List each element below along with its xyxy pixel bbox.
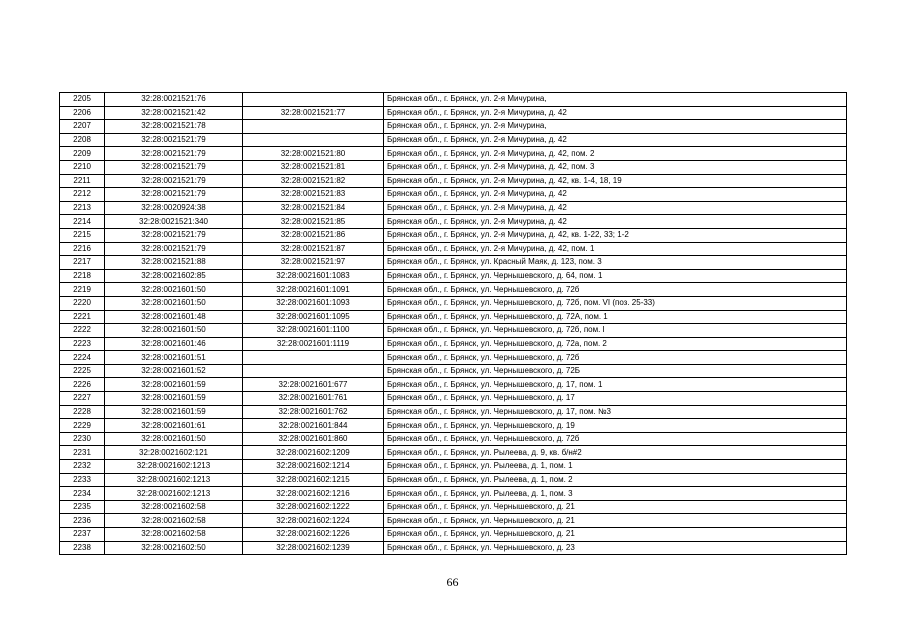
address-cell: Брянская обл., г. Брянск, ул. Рылеева, д. 1, пом. 1 <box>384 460 847 474</box>
table-row <box>60 460 847 474</box>
row-number-cell: 2235 <box>60 500 105 514</box>
table-row <box>60 188 847 202</box>
object-cadastral-cell: 32:28:0021521:77 <box>243 106 384 120</box>
parcel-cadastral-cell: 32:28:0021521:76 <box>105 93 243 107</box>
address-cell: Брянская обл., г. Брянск, ул. Чернышевского, д. 72б, пом. I <box>384 324 847 338</box>
address-cell: Брянская обл., г. Брянск, ул. Чернышевского, д. 64, пом. 1 <box>384 269 847 283</box>
parcel-cadastral-cell: 32:28:0021601:50 <box>105 283 243 297</box>
row-number-cell: 2230 <box>60 432 105 446</box>
table-row <box>60 310 847 324</box>
row-number-cell: 2224 <box>60 351 105 365</box>
object-cadastral-cell: 32:28:0021601:1083 <box>243 269 384 283</box>
table-row <box>60 473 847 487</box>
address-cell: Брянская обл., г. Брянск, ул. 2-я Мичурина, д. 42, кв. 1-22, 33; 1-2 <box>384 228 847 242</box>
table-row <box>60 269 847 283</box>
parcel-cadastral-cell: 32:28:0021601:59 <box>105 378 243 392</box>
address-cell: Брянская обл., г. Брянск, ул. Чернышевского, д. 72Б <box>384 364 847 378</box>
table-row <box>60 147 847 161</box>
address-cell: Брянская обл., г. Брянск, ул. Рылеева, д. 9, кв. б/н#2 <box>384 446 847 460</box>
parcel-cadastral-cell: 32:28:0021601:61 <box>105 419 243 433</box>
object-cadastral-cell <box>243 351 384 365</box>
address-cell: Брянская обл., г. Брянск, ул. Чернышевского, д. 72б <box>384 432 847 446</box>
parcel-cadastral-cell: 32:28:0021601:50 <box>105 296 243 310</box>
row-number-cell: 2218 <box>60 269 105 283</box>
row-number-cell: 2211 <box>60 174 105 188</box>
parcel-cadastral-cell: 32:28:0021602:1213 <box>105 487 243 501</box>
table-row <box>60 541 847 555</box>
parcel-cadastral-cell: 32:28:0021602:50 <box>105 541 243 555</box>
table-row <box>60 378 847 392</box>
object-cadastral-cell: 32:28:0021601:860 <box>243 432 384 446</box>
parcel-cadastral-cell: 32:28:0021602:121 <box>105 446 243 460</box>
address-cell: Брянская обл., г. Брянск, ул. Рылеева, д. 1, пом. 2 <box>384 473 847 487</box>
address-cell: Брянская обл., г. Брянск, ул. Чернышевского, д. 21 <box>384 528 847 542</box>
object-cadastral-cell: 32:28:0021601:1091 <box>243 283 384 297</box>
address-cell: Брянская обл., г. Брянск, ул. 2-я Мичурина, д. 42 <box>384 188 847 202</box>
row-number-cell: 2213 <box>60 201 105 215</box>
object-cadastral-cell: 32:28:0021521:86 <box>243 228 384 242</box>
object-cadastral-cell: 32:28:0021601:1093 <box>243 296 384 310</box>
table-row <box>60 351 847 365</box>
row-number-cell: 2236 <box>60 514 105 528</box>
table-row <box>60 296 847 310</box>
address-cell: Брянская обл., г. Брянск, ул. 2-я Мичурина, д. 42, кв. 1-4, 18, 19 <box>384 174 847 188</box>
row-number-cell: 2221 <box>60 310 105 324</box>
row-number-cell: 2210 <box>60 160 105 174</box>
address-cell: Брянская обл., г. Брянск, ул. Чернышевского, д. 72а, пом. 2 <box>384 337 847 351</box>
table-row <box>60 487 847 501</box>
parcel-cadastral-cell: 32:28:0021602:1213 <box>105 473 243 487</box>
object-cadastral-cell: 32:28:0021521:97 <box>243 256 384 270</box>
row-number-cell: 2207 <box>60 120 105 134</box>
row-number-cell: 2229 <box>60 419 105 433</box>
object-cadastral-cell: 32:28:0021602:1216 <box>243 487 384 501</box>
address-cell: Брянская обл., г. Брянск, ул. Чернышевского, д. 17, пом. №3 <box>384 405 847 419</box>
object-cadastral-cell: 32:28:0021602:1214 <box>243 460 384 474</box>
table-row <box>60 392 847 406</box>
row-number-cell: 2205 <box>60 93 105 107</box>
address-cell: Брянская обл., г. Брянск, ул. 2-я Мичурина, <box>384 93 847 107</box>
row-number-cell: 2234 <box>60 487 105 501</box>
object-cadastral-cell: 32:28:0021521:87 <box>243 242 384 256</box>
object-cadastral-cell <box>243 120 384 134</box>
object-cadastral-cell: 32:28:0021521:83 <box>243 188 384 202</box>
parcel-cadastral-cell: 32:28:0021601:51 <box>105 351 243 365</box>
address-cell: Брянская обл., г. Брянск, ул. Чернышевского, д. 72б <box>384 351 847 365</box>
row-number-cell: 2214 <box>60 215 105 229</box>
row-number-cell: 2219 <box>60 283 105 297</box>
address-cell: Брянская обл., г. Брянск, ул. Рылеева, д. 1, пом. 3 <box>384 487 847 501</box>
parcel-cadastral-cell: 32:28:0021521:42 <box>105 106 243 120</box>
address-cell: Брянская обл., г. Брянск, ул. Чернышевского, д. 17, пом. 1 <box>384 378 847 392</box>
parcel-cadastral-cell: 32:28:0021601:52 <box>105 364 243 378</box>
object-cadastral-cell: 32:28:0021602:1226 <box>243 528 384 542</box>
parcel-cadastral-cell: 32:28:0020924:38 <box>105 201 243 215</box>
object-cadastral-cell: 32:28:0021601:677 <box>243 378 384 392</box>
row-number-cell: 2231 <box>60 446 105 460</box>
object-cadastral-cell: 32:28:0021521:81 <box>243 160 384 174</box>
address-cell: Брянская обл., г. Брянск, ул. 2-я Мичурина, <box>384 120 847 134</box>
address-cell: Брянская обл., г. Брянск, ул. 2-я Мичурина, д. 42 <box>384 133 847 147</box>
address-cell: Брянская обл., г. Брянск, ул. Чернышевского, д. 19 <box>384 419 847 433</box>
object-cadastral-cell: 32:28:0021602:1222 <box>243 500 384 514</box>
object-cadastral-cell: 32:28:0021602:1239 <box>243 541 384 555</box>
object-cadastral-cell: 32:28:0021521:82 <box>243 174 384 188</box>
table-row <box>60 419 847 433</box>
table-row <box>60 215 847 229</box>
table-row <box>60 160 847 174</box>
parcel-cadastral-cell: 32:28:0021521:79 <box>105 174 243 188</box>
table-row <box>60 133 847 147</box>
parcel-cadastral-cell: 32:28:0021521:78 <box>105 120 243 134</box>
parcel-cadastral-cell: 32:28:0021521:79 <box>105 147 243 161</box>
parcel-cadastral-cell: 32:28:0021521:79 <box>105 160 243 174</box>
row-number-cell: 2212 <box>60 188 105 202</box>
parcel-cadastral-cell: 32:28:0021602:58 <box>105 500 243 514</box>
parcel-cadastral-cell: 32:28:0021601:59 <box>105 392 243 406</box>
object-cadastral-cell: 32:28:0021601:1095 <box>243 310 384 324</box>
parcel-cadastral-cell: 32:28:0021521:79 <box>105 133 243 147</box>
row-number-cell: 2206 <box>60 106 105 120</box>
parcel-cadastral-cell: 32:28:0021601:50 <box>105 324 243 338</box>
address-cell: Брянская обл., г. Брянск, ул. Чернышевского, д. 21 <box>384 514 847 528</box>
row-number-cell: 2223 <box>60 337 105 351</box>
row-number-cell: 2209 <box>60 147 105 161</box>
table-row <box>60 446 847 460</box>
row-number-cell: 2208 <box>60 133 105 147</box>
address-cell: Брянская обл., г. Брянск, ул. 2-я Мичурина, д. 42 <box>384 215 847 229</box>
parcel-cadastral-cell: 32:28:0021521:88 <box>105 256 243 270</box>
object-cadastral-cell: 32:28:0021601:1100 <box>243 324 384 338</box>
cadastral-table-body <box>60 93 847 555</box>
object-cadastral-cell: 32:28:0021601:844 <box>243 419 384 433</box>
object-cadastral-cell: 32:28:0021602:1215 <box>243 473 384 487</box>
address-cell: Брянская обл., г. Брянск, ул. Чернышевского, д. 21 <box>384 500 847 514</box>
address-cell: Брянская обл., г. Брянск, ул. Красный Маяк, д. 123, пом. 3 <box>384 256 847 270</box>
object-cadastral-cell: 32:28:0021601:762 <box>243 405 384 419</box>
address-cell: Брянская обл., г. Брянск, ул. Чернышевского, д. 23 <box>384 541 847 555</box>
table-row <box>60 242 847 256</box>
page-number: 66 <box>446 575 459 589</box>
table-row <box>60 228 847 242</box>
address-cell: Брянская обл., г. Брянск, ул. Чернышевского, д. 72б <box>384 283 847 297</box>
address-cell: Брянская обл., г. Брянск, ул. 2-я Мичурина, д. 42 <box>384 201 847 215</box>
object-cadastral-cell: 32:28:0021521:85 <box>243 215 384 229</box>
parcel-cadastral-cell: 32:28:0021602:1213 <box>105 460 243 474</box>
object-cadastral-cell: 32:28:0021601:1119 <box>243 337 384 351</box>
table-row <box>60 174 847 188</box>
parcel-cadastral-cell: 32:28:0021521:79 <box>105 228 243 242</box>
address-cell: Брянская обл., г. Брянск, ул. Чернышевского, д. 72А, пом. 1 <box>384 310 847 324</box>
table-row <box>60 93 847 107</box>
table-row <box>60 432 847 446</box>
row-number-cell: 2220 <box>60 296 105 310</box>
row-number-cell: 2227 <box>60 392 105 406</box>
table-row <box>60 106 847 120</box>
parcel-cadastral-cell: 32:28:0021521:340 <box>105 215 243 229</box>
object-cadastral-cell: 32:28:0021602:1224 <box>243 514 384 528</box>
table-row <box>60 201 847 215</box>
table-row <box>60 405 847 419</box>
cadastral-table <box>59 92 847 555</box>
address-cell: Брянская обл., г. Брянск, ул. Чернышевского, д. 72б, пом. VI (поз. 25-33) <box>384 296 847 310</box>
row-number-cell: 2215 <box>60 228 105 242</box>
parcel-cadastral-cell: 32:28:0021521:79 <box>105 242 243 256</box>
row-number-cell: 2217 <box>60 256 105 270</box>
object-cadastral-cell: 32:28:0021601:761 <box>243 392 384 406</box>
table-row <box>60 528 847 542</box>
object-cadastral-cell: 32:28:0021521:80 <box>243 147 384 161</box>
address-cell: Брянская обл., г. Брянск, ул. 2-я Мичурина, д. 42 <box>384 106 847 120</box>
object-cadastral-cell <box>243 93 384 107</box>
table-row <box>60 324 847 338</box>
table-row <box>60 364 847 378</box>
address-cell: Брянская обл., г. Брянск, ул. 2-я Мичурина, д. 42, пом. 2 <box>384 147 847 161</box>
parcel-cadastral-cell: 32:28:0021602:58 <box>105 514 243 528</box>
address-cell: Брянская обл., г. Брянск, ул. Чернышевского, д. 17 <box>384 392 847 406</box>
parcel-cadastral-cell: 32:28:0021602:85 <box>105 269 243 283</box>
object-cadastral-cell: 32:28:0021521:84 <box>243 201 384 215</box>
parcel-cadastral-cell: 32:28:0021601:59 <box>105 405 243 419</box>
table-row <box>60 256 847 270</box>
object-cadastral-cell <box>243 364 384 378</box>
object-cadastral-cell <box>243 133 384 147</box>
table-row <box>60 120 847 134</box>
object-cadastral-cell: 32:28:0021602:1209 <box>243 446 384 460</box>
address-cell: Брянская обл., г. Брянск, ул. 2-я Мичурина, д. 42, пом. 1 <box>384 242 847 256</box>
row-number-cell: 2225 <box>60 364 105 378</box>
row-number-cell: 2222 <box>60 324 105 338</box>
row-number-cell: 2232 <box>60 460 105 474</box>
parcel-cadastral-cell: 32:28:0021601:46 <box>105 337 243 351</box>
row-number-cell: 2233 <box>60 473 105 487</box>
table-row <box>60 514 847 528</box>
address-cell: Брянская обл., г. Брянск, ул. 2-я Мичурина, д. 42, пом. 3 <box>384 160 847 174</box>
row-number-cell: 2237 <box>60 528 105 542</box>
parcel-cadastral-cell: 32:28:0021602:58 <box>105 528 243 542</box>
table-row <box>60 500 847 514</box>
row-number-cell: 2216 <box>60 242 105 256</box>
row-number-cell: 2226 <box>60 378 105 392</box>
parcel-cadastral-cell: 32:28:0021601:48 <box>105 310 243 324</box>
parcel-cadastral-cell: 32:28:0021521:79 <box>105 188 243 202</box>
table-row <box>60 337 847 351</box>
table-row <box>60 283 847 297</box>
row-number-cell: 2228 <box>60 405 105 419</box>
row-number-cell: 2238 <box>60 541 105 555</box>
parcel-cadastral-cell: 32:28:0021601:50 <box>105 432 243 446</box>
